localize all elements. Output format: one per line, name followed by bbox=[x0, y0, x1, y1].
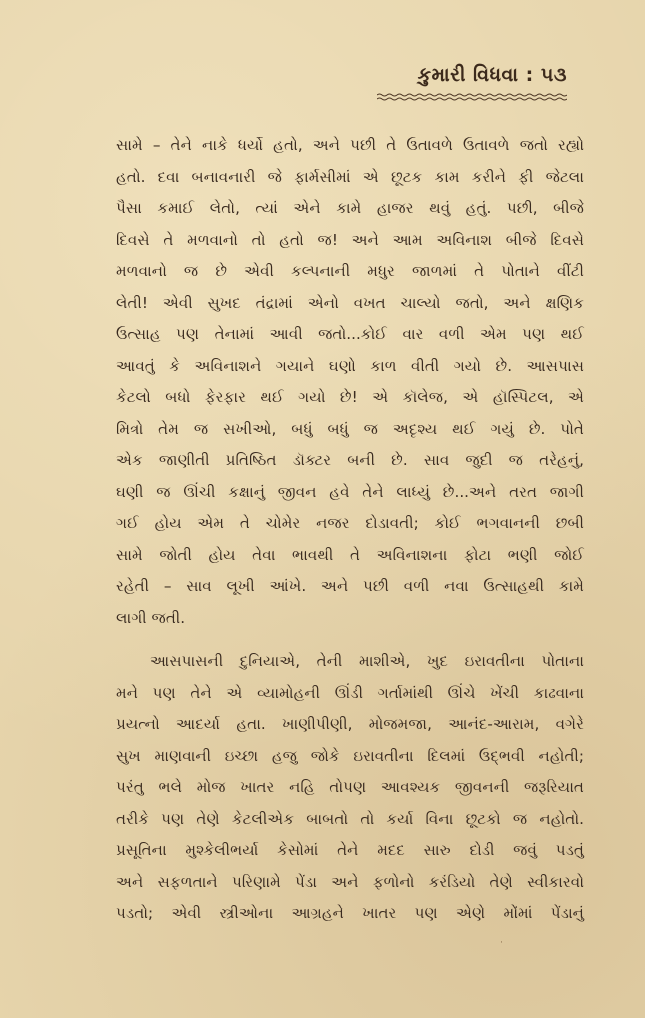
page-header bbox=[377, 64, 567, 105]
decorative-wavy-rule bbox=[377, 93, 567, 101]
paper-speck: · bbox=[500, 938, 503, 948]
body-text bbox=[116, 130, 584, 930]
text-line: પડતો; એવી સ્ત્રીઓના આગ્રહને ખાતર પણ એણે મોંમાં પેંડાનું bbox=[116, 904, 584, 922]
text-line: પ્રસૂતિના મુશ્કેલીભર્યા કેસોમાં તેને મદદ સારુ દોડી જવું પડતું bbox=[116, 841, 584, 859]
paragraph-1 bbox=[116, 130, 584, 634]
paragraph-2 bbox=[116, 646, 584, 930]
text-line: કેટલો બધો ફેરફાર થઈ ગયો છે! એ કૉલેજ, એ હૉસ્પિટલ, એ bbox=[116, 388, 584, 406]
text-line: સામે – તેને નાકે ધર્યો હતો, અને પછી તે ઉતાવળે ઉતાવળે જતો રહ્યો bbox=[116, 136, 584, 154]
text-line: મને પણ તેને એ વ્યામોહની ઊંડી ગર્તામાંથી ઊંચે ખેંચી કાઢવાના bbox=[116, 683, 584, 702]
text-line: ઉત્સાહ પણ તેનામાં આવી જતો...કોઈ વાર વળી એમ પણ થઈ bbox=[116, 325, 584, 343]
text-line: એક જાણીતી પ્રતિષ્ઠિત ડૉક્ટર બની છે. સાવ જુદી જ તરેહનું, bbox=[116, 451, 584, 469]
text-line: રહેતી – સાવ લૂખી આંખે. અને પછી વળી નવા ઉત્સાહથી કામે bbox=[116, 577, 584, 595]
text-line: અને સફળતાને પરિણામે પેંડા અને ફળોનો કરંડિયો તેણે સ્વીકારવો bbox=[116, 872, 584, 891]
text-line: આવતું કે અવિનાશને ગયાને ઘણો કાળ વીતી ગયો છે. આસપાસ bbox=[116, 356, 584, 375]
text-line: પૈસા કમાઈ લેતો, ત્યાં એને કામે હાજર થવું હતું. પછી, બીજે bbox=[116, 199, 584, 217]
text-line: ગઈ હોય એમ તે ચોમેર નજર દોડાવતી; કોઈ ભગવાનની છબી bbox=[116, 514, 584, 532]
text-line: મિત્રો તેમ જ સખીઓ, બધું બધું જ અદૃશ્ય થઈ ગયું છે. પોતે bbox=[116, 419, 584, 438]
text-line: પ્રયત્નો આદર્યા હતા. ખાણીપીણી, મોજમજા, આનંદ-આરામ, વગેરે bbox=[116, 715, 584, 733]
running-head: કુમારી વિધવા : ૫૩ bbox=[417, 64, 567, 86]
text-line: હતો. દવા બનાવનારી જે ફાર્મસીમાં એ છૂટક કામ કરીને ફી જેટલા bbox=[116, 167, 584, 186]
text-line: લેતી! એવી સુખદ તંદ્રામાં એનો વખત ચાલ્યો જતો, અને ક્ષણિક bbox=[116, 293, 584, 312]
text-line: ઘણી જ ઊંચી કક્ષાનું જીવન હવે તેને લાધ્યું છે...અને તરત જાગી bbox=[116, 482, 584, 501]
text-line: આસપાસની દુનિયાએ, તેની માશીએ, ખુદ ઇરાવતીના પોતાના bbox=[150, 652, 584, 670]
text-line: મળવાનો જ છે એવી કલ્પનાની મધુર જાળમાં તે પોતાને વીંટી bbox=[116, 262, 584, 280]
text-line: સામે જોતી હોય તેવા ભાવથી તે અવિનાશના ફોટા ભણી જોઈ bbox=[116, 545, 584, 564]
text-line: તરીકે પણ તેણે કેટલીએક બાબતો તો કર્યા વિના છૂટકો જ નહોતો. bbox=[116, 809, 584, 828]
text-line: સુખ માણવાની ઇચ્છા હજુ જોકે ઇરાવતીના દિલમાં ઉદ્ભવી નહોતી; bbox=[116, 746, 584, 765]
text-line: પરંતુ ભલે મોજ ખાતર નહિ તોપણ આવશ્યક જીવનની જરૂરિયાત bbox=[116, 778, 584, 796]
text-line: લાગી જતી. bbox=[116, 608, 186, 627]
text-line: દિવસે તે મળવાનો તો હતો જ! અને આમ અવિનાશ બીજે દિવસે bbox=[116, 230, 584, 249]
